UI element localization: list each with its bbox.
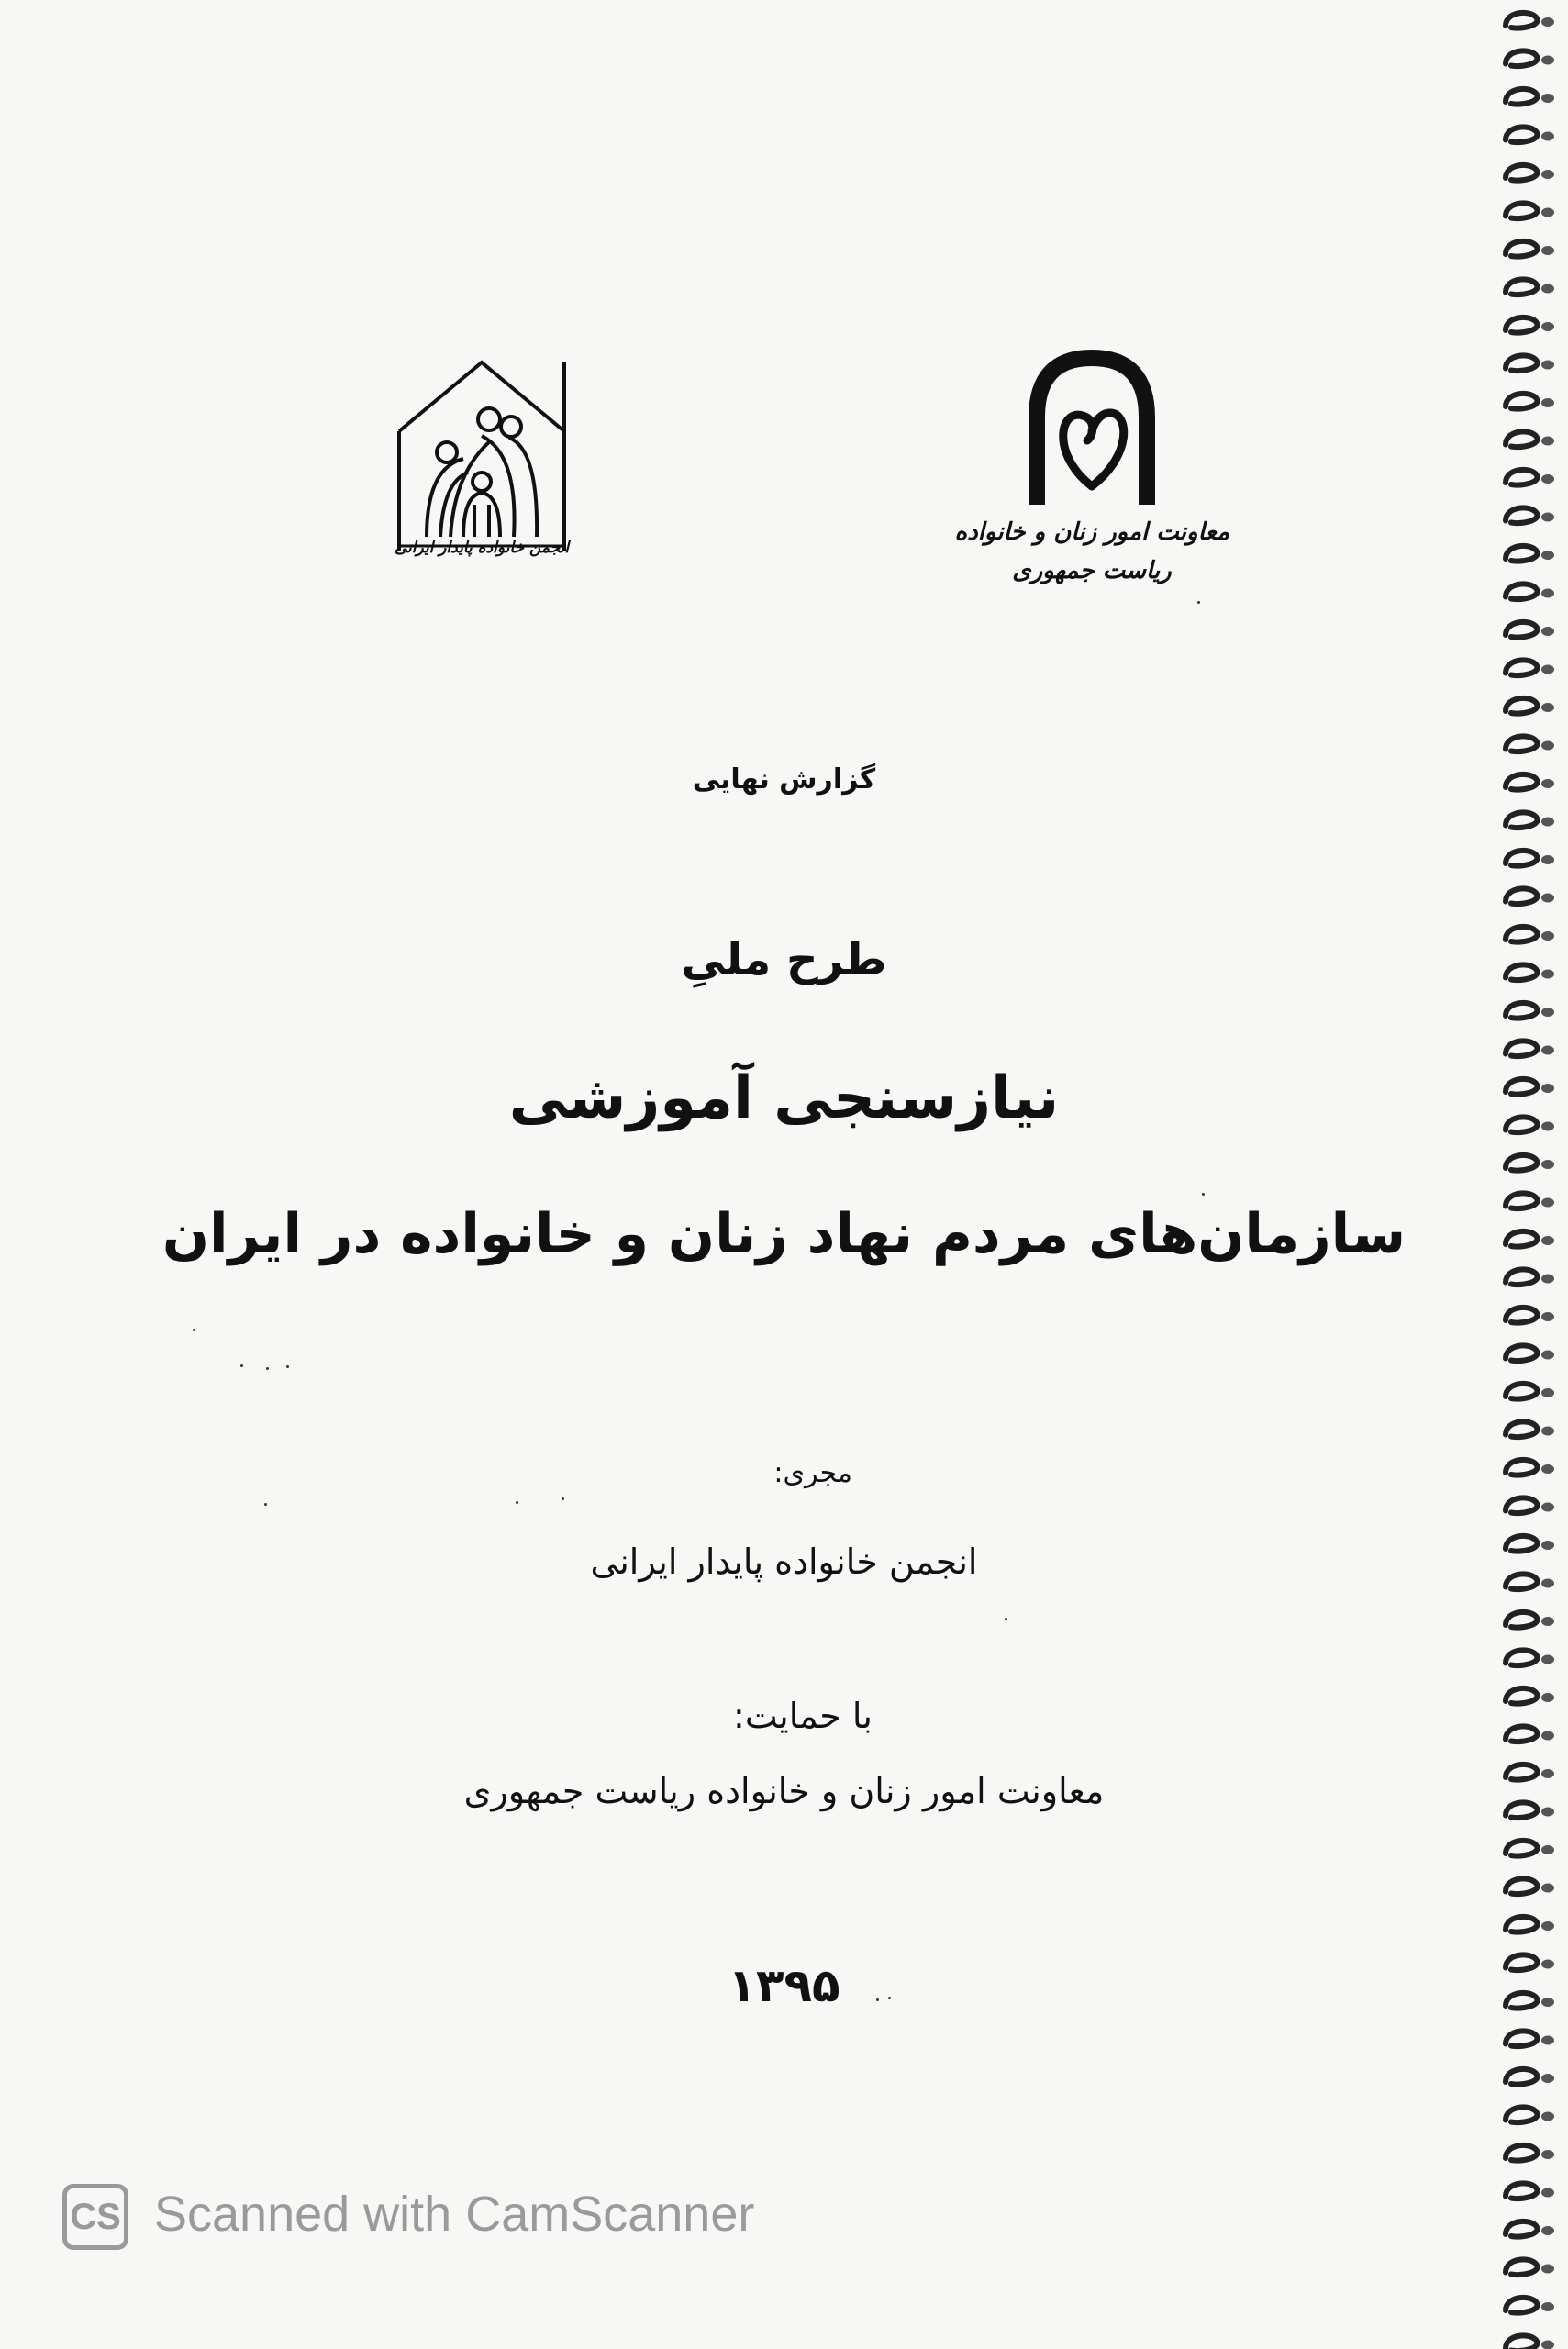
spiral-coil: [1506, 1308, 1554, 1323]
spiral-coil: [1506, 660, 1554, 675]
year: ۱۳۹۵: [728, 1959, 840, 2012]
scan-speck: [516, 1501, 518, 1504]
spiral-coil: [1506, 2298, 1554, 2313]
executor-label: مجری:: [773, 1457, 852, 1489]
spiral-coil: [1506, 1841, 1554, 1856]
family-house-logo: [390, 353, 573, 573]
camscanner-watermark: Scanned with CamScanner: [154, 2187, 755, 2242]
scan-speck: [240, 1364, 243, 1367]
scan-speck: [1202, 1193, 1205, 1196]
spiral-coil: [1506, 241, 1554, 257]
spiral-coil: [1506, 317, 1554, 333]
title-line-2: سازمان‌های مردم نهاد زنان و خانواده در ایران: [161, 1202, 1407, 1266]
spiral-coil: [1506, 1155, 1554, 1171]
spiral-coil: [1506, 89, 1554, 105]
spiral-coil: [1506, 622, 1554, 638]
spiral-coil: [1506, 203, 1554, 218]
scan-speck: [193, 1329, 195, 1331]
spiral-coil: [1506, 546, 1554, 562]
spiral-coil: [1506, 1269, 1554, 1285]
spiral-coil: [1506, 13, 1554, 28]
spiral-coil: [1506, 2221, 1554, 2237]
scan-speck: [876, 1998, 879, 2001]
spiral-coil: [1506, 2335, 1554, 2349]
scan-speck: [264, 1503, 267, 1506]
spiral-coil: [1506, 1421, 1554, 1437]
spiral-coil: [1506, 1497, 1554, 1513]
spiral-coil: [1506, 1003, 1554, 1019]
spiral-coil: [1506, 165, 1554, 181]
spiral-coil: [1506, 2145, 1554, 2161]
spiral-coil: [1506, 1726, 1554, 1742]
spiral-coil: [1506, 1878, 1554, 1894]
spiral-coil: [1506, 507, 1554, 523]
spiral-coil: [1506, 584, 1554, 599]
spiral-coil: [1506, 888, 1554, 904]
camscanner-logo: CS: [62, 2184, 128, 2250]
spiral-coil: [1506, 698, 1554, 714]
plan-label: طرح ملیِ: [681, 934, 887, 985]
spiral-coil: [1506, 1650, 1554, 1665]
spiral-coil: [1506, 470, 1554, 485]
scan-speck: [1005, 1618, 1007, 1620]
scan-speck: [1197, 601, 1200, 604]
scan-speck: [562, 1497, 564, 1500]
spiral-coil: [1506, 127, 1554, 142]
spiral-coil: [1506, 2069, 1554, 2085]
executor-name: انجمن خانواده پایدار ایرانی: [590, 1542, 978, 1582]
spiral-coil: [1506, 2259, 1554, 2275]
scan-speck: [888, 1997, 891, 1999]
spiral-coil: [1506, 1688, 1554, 1704]
spiral-coil: [1506, 2031, 1554, 2046]
heart-arch-logo: [954, 344, 1229, 584]
spiral-coil: [1506, 2183, 1554, 2199]
spiral-coil: [1506, 50, 1554, 66]
spiral-coil: [1506, 1460, 1554, 1475]
spiral-coil: [1506, 2107, 1554, 2122]
support-name: معاونت امور زنان و خانواده ریاست جمهوری: [463, 1771, 1105, 1811]
support-label: با حمایت:: [733, 1696, 873, 1736]
spiral-coil: [1506, 394, 1554, 409]
report-type: گزارش نهایی: [692, 763, 876, 796]
spiral-coil: [1506, 279, 1554, 295]
spiral-coil: [1506, 851, 1554, 866]
heart-arch-logo-caption-line2: ریاست جمهوری: [1012, 557, 1172, 584]
spiral-coil: [1506, 355, 1554, 371]
spiral-coil: [1506, 1041, 1554, 1056]
spiral-coil: [1506, 736, 1554, 751]
spiral-coil: [1506, 812, 1554, 828]
spiral-coil: [1506, 1345, 1554, 1361]
spiral-coil: [1506, 1917, 1554, 1932]
spiral-coil: [1506, 1384, 1554, 1399]
family-house-logo-caption: انجمن خانواده پایدار ایرانی: [394, 539, 570, 557]
title-line-1: نیازسنجی آموزشی: [508, 1064, 1060, 1132]
spiral-coil: [1506, 1612, 1554, 1628]
scan-speck: [286, 1365, 289, 1368]
spiral-coil: [1506, 431, 1554, 447]
heart-arch-logo-caption-line1: معاونت امور زنان و خانواده: [954, 518, 1229, 546]
scan-speck: [266, 1367, 269, 1370]
